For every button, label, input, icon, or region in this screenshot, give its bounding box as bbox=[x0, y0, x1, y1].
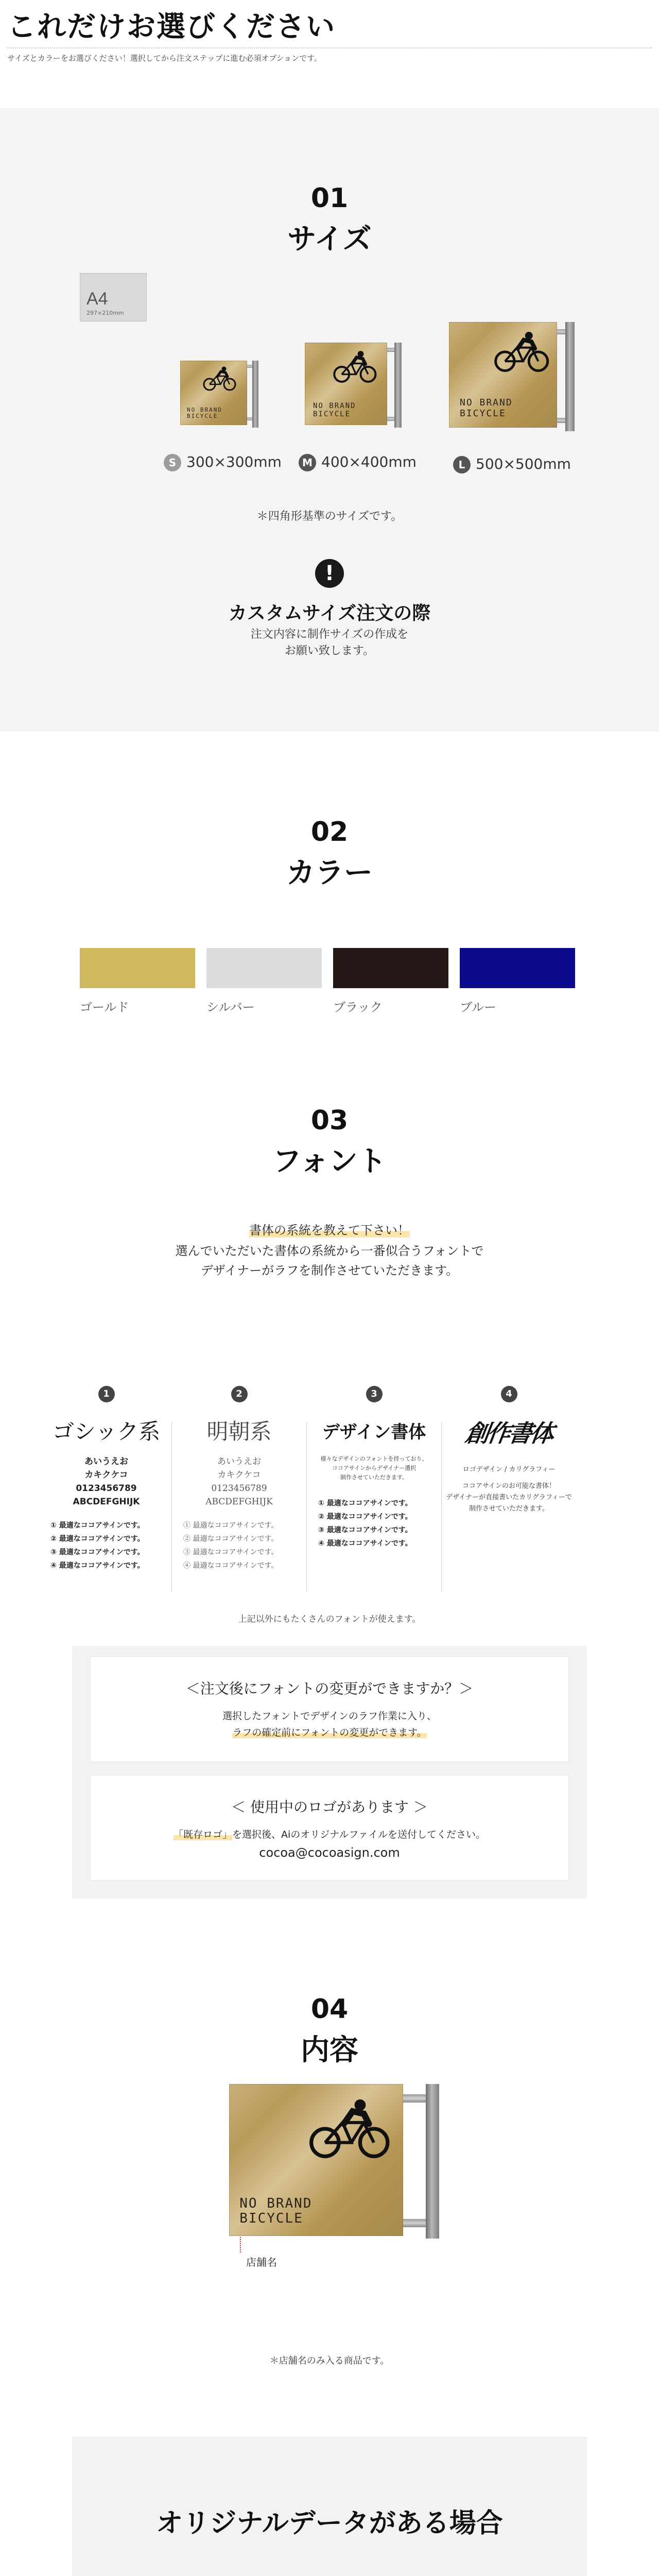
a4-label: A4 bbox=[86, 289, 108, 309]
font-section-title: フォント bbox=[272, 1145, 387, 1178]
size-badge-s: S bbox=[164, 454, 181, 471]
bracket-bar bbox=[565, 322, 575, 431]
font-option-gothic[interactable] bbox=[43, 1386, 169, 1602]
contact-email-link[interactable]: cocoa@cocoasign.com bbox=[259, 1845, 400, 1860]
color-name-blue: ブルー bbox=[460, 1000, 497, 1014]
sign-plate-text: NO BRAND BICYCLE bbox=[187, 406, 222, 420]
sign-plate-text: NO BRAND BICYCLE bbox=[460, 397, 513, 419]
font-option-name: 創作書体 bbox=[463, 1419, 554, 1447]
shop-name-label: 店舗名 bbox=[246, 2256, 277, 2268]
font-option-number: 4 bbox=[501, 1386, 517, 1402]
size-badge-l: L bbox=[453, 456, 471, 473]
font-change-line2: ラフの確定前にフォントの変更ができます。 bbox=[232, 1727, 427, 1738]
a4-dimensions: 297×210mm bbox=[86, 310, 124, 316]
column-divider bbox=[171, 1422, 172, 1592]
font-sample-list: ① 最適なココアサインです。 ② 最適なココアサインです。 ③ 最適なココアサインです。 ④ 最適なココアサインです。 bbox=[318, 1499, 412, 1548]
column-divider bbox=[306, 1422, 307, 1592]
content-note: ＊店舗名のみ入る商品です。 bbox=[269, 2355, 390, 2366]
cyclist-icon bbox=[492, 330, 552, 374]
font-option-number: 3 bbox=[366, 1386, 383, 1402]
font-change-info-box bbox=[90, 1656, 569, 1762]
font-option-description: ロゴデザイン / カリグラフィー ココアサインのお可能な書体！ デザイナーが直接書いたカリグラフィーで 制作させていただきます。 bbox=[446, 1466, 572, 1513]
color-name-black: ブラック bbox=[333, 1000, 383, 1014]
content-section-title: 内容 bbox=[301, 2033, 358, 2067]
font-more-note: 上記以外にもたくさんのフォントが使えます。 bbox=[238, 1614, 421, 1624]
original-data-box bbox=[72, 2437, 587, 2576]
size-section-title: サイズ bbox=[287, 223, 372, 256]
page-header bbox=[0, 0, 659, 108]
size-option-label: 400×400mm bbox=[321, 453, 417, 470]
page-title: これだけお選びください bbox=[7, 10, 336, 44]
font-intro-line3: デザイナーがラフを制作させていただきます。 bbox=[200, 1263, 459, 1278]
bracket-bar bbox=[426, 2084, 439, 2239]
cyclist-icon bbox=[332, 350, 379, 384]
sign-plate-text: NO BRAND BICYCLE bbox=[313, 402, 356, 419]
font-intro-line2: 選んでいただいた書体の系統から一番似合うフォントで bbox=[175, 1244, 484, 1258]
size-option-large bbox=[453, 455, 571, 473]
font-intro-highlight: 書体の系統を教えて下さい！ bbox=[249, 1223, 410, 1238]
size-section-number: 01 bbox=[310, 183, 349, 214]
font-option-description: 様々なデザインのフォントを持っており、 ココアサインからデザイナー選択 制作させていただきます。 bbox=[320, 1455, 428, 1481]
color-swatch-silver[interactable] bbox=[206, 948, 322, 988]
font-option-calligraphy[interactable] bbox=[446, 1386, 572, 1602]
original-data-title: オリジナルデータがある場合 bbox=[156, 2508, 503, 2539]
alert-icon: ! bbox=[315, 559, 344, 588]
color-swatch-black[interactable] bbox=[333, 948, 448, 988]
content-section-number: 04 bbox=[310, 1994, 349, 2025]
a4-reference bbox=[80, 273, 147, 321]
color-name-silver: シルバー bbox=[206, 1000, 255, 1014]
font-option-mincho[interactable] bbox=[176, 1386, 302, 1602]
custom-size-line2: お願い致します。 bbox=[284, 645, 375, 657]
custom-size-title: カスタムサイズ注文の際 bbox=[228, 603, 431, 624]
font-option-name: 明朝系 bbox=[206, 1419, 272, 1444]
size-option-label: 500×500mm bbox=[476, 455, 571, 472]
font-option-number: 1 bbox=[98, 1386, 115, 1402]
sign-plate-text: NO BRAND BICYCLE bbox=[239, 2195, 313, 2227]
font-change-title: ＜注文後にフォントの変更ができますか？＞ bbox=[185, 1680, 474, 1697]
existing-logo-title: ＜ 使用中のロゴがあります ＞ bbox=[231, 1799, 428, 1816]
sign-plate-large bbox=[449, 322, 557, 428]
bracket-bar bbox=[394, 343, 402, 428]
existing-logo-info-box bbox=[90, 1775, 569, 1880]
size-note: ＊四角形基準のサイズです。 bbox=[256, 510, 403, 523]
color-name-gold: ゴールド bbox=[80, 1000, 129, 1014]
font-change-line1: 選択したフォントでデザインのラフ作業に入り、 bbox=[222, 1710, 437, 1722]
color-swatch-blue[interactable] bbox=[460, 948, 575, 988]
custom-size-line1: 注文内容に制作サイズの作成を bbox=[250, 628, 409, 641]
shop-name-pointer bbox=[240, 2237, 241, 2252]
font-sample: あいうえお カキクケコ 0123456789 ABCDEFGHIJK bbox=[73, 1456, 140, 1507]
size-option-medium bbox=[299, 453, 417, 471]
cyclist-icon bbox=[202, 366, 238, 392]
title-divider bbox=[7, 47, 652, 48]
sign-plate-small bbox=[180, 361, 247, 425]
font-sample: あいうえお カキクケコ 0123456789 ABCDEFGHIJK bbox=[205, 1456, 273, 1507]
sign-plate-content bbox=[229, 2084, 403, 2236]
font-option-name: デザイン書体 bbox=[322, 1422, 426, 1443]
page-lead: サイズとカラーをお選びください！選択してから注文ステップに進む必須オプションです。 bbox=[7, 54, 322, 63]
color-section-title: カラー bbox=[286, 856, 373, 890]
cyclist-icon bbox=[306, 2097, 394, 2160]
size-badge-m: M bbox=[299, 454, 316, 471]
font-option-number: 2 bbox=[231, 1386, 248, 1402]
column-divider bbox=[441, 1422, 442, 1592]
font-option-design[interactable] bbox=[311, 1386, 437, 1602]
size-option-small bbox=[164, 453, 282, 471]
existing-logo-line1: 「既存ロゴ」を選択後、Aiのオリジナルファイルを送付してください。 bbox=[174, 1829, 485, 1840]
font-section-number: 03 bbox=[310, 1105, 349, 1136]
size-option-label: 300×300mm bbox=[186, 453, 282, 470]
color-section-number: 02 bbox=[310, 817, 349, 848]
font-sample-list: ① 最適なココアサインです。 ② 最適なココアサインです。 ③ 最適なココアサインです。 ④ 最適なココアサインです。 bbox=[183, 1521, 279, 1570]
sign-plate-medium bbox=[305, 343, 387, 425]
color-swatch-gold[interactable] bbox=[80, 948, 195, 988]
font-option-name: ゴシック系 bbox=[52, 1419, 161, 1444]
bracket-bar bbox=[252, 361, 258, 428]
font-sample-list: ① 最適なココアサインです。 ② 最適なココアサインです。 ③ 最適なココアサインです。 ④ 最適なココアサインです。 bbox=[50, 1521, 145, 1570]
